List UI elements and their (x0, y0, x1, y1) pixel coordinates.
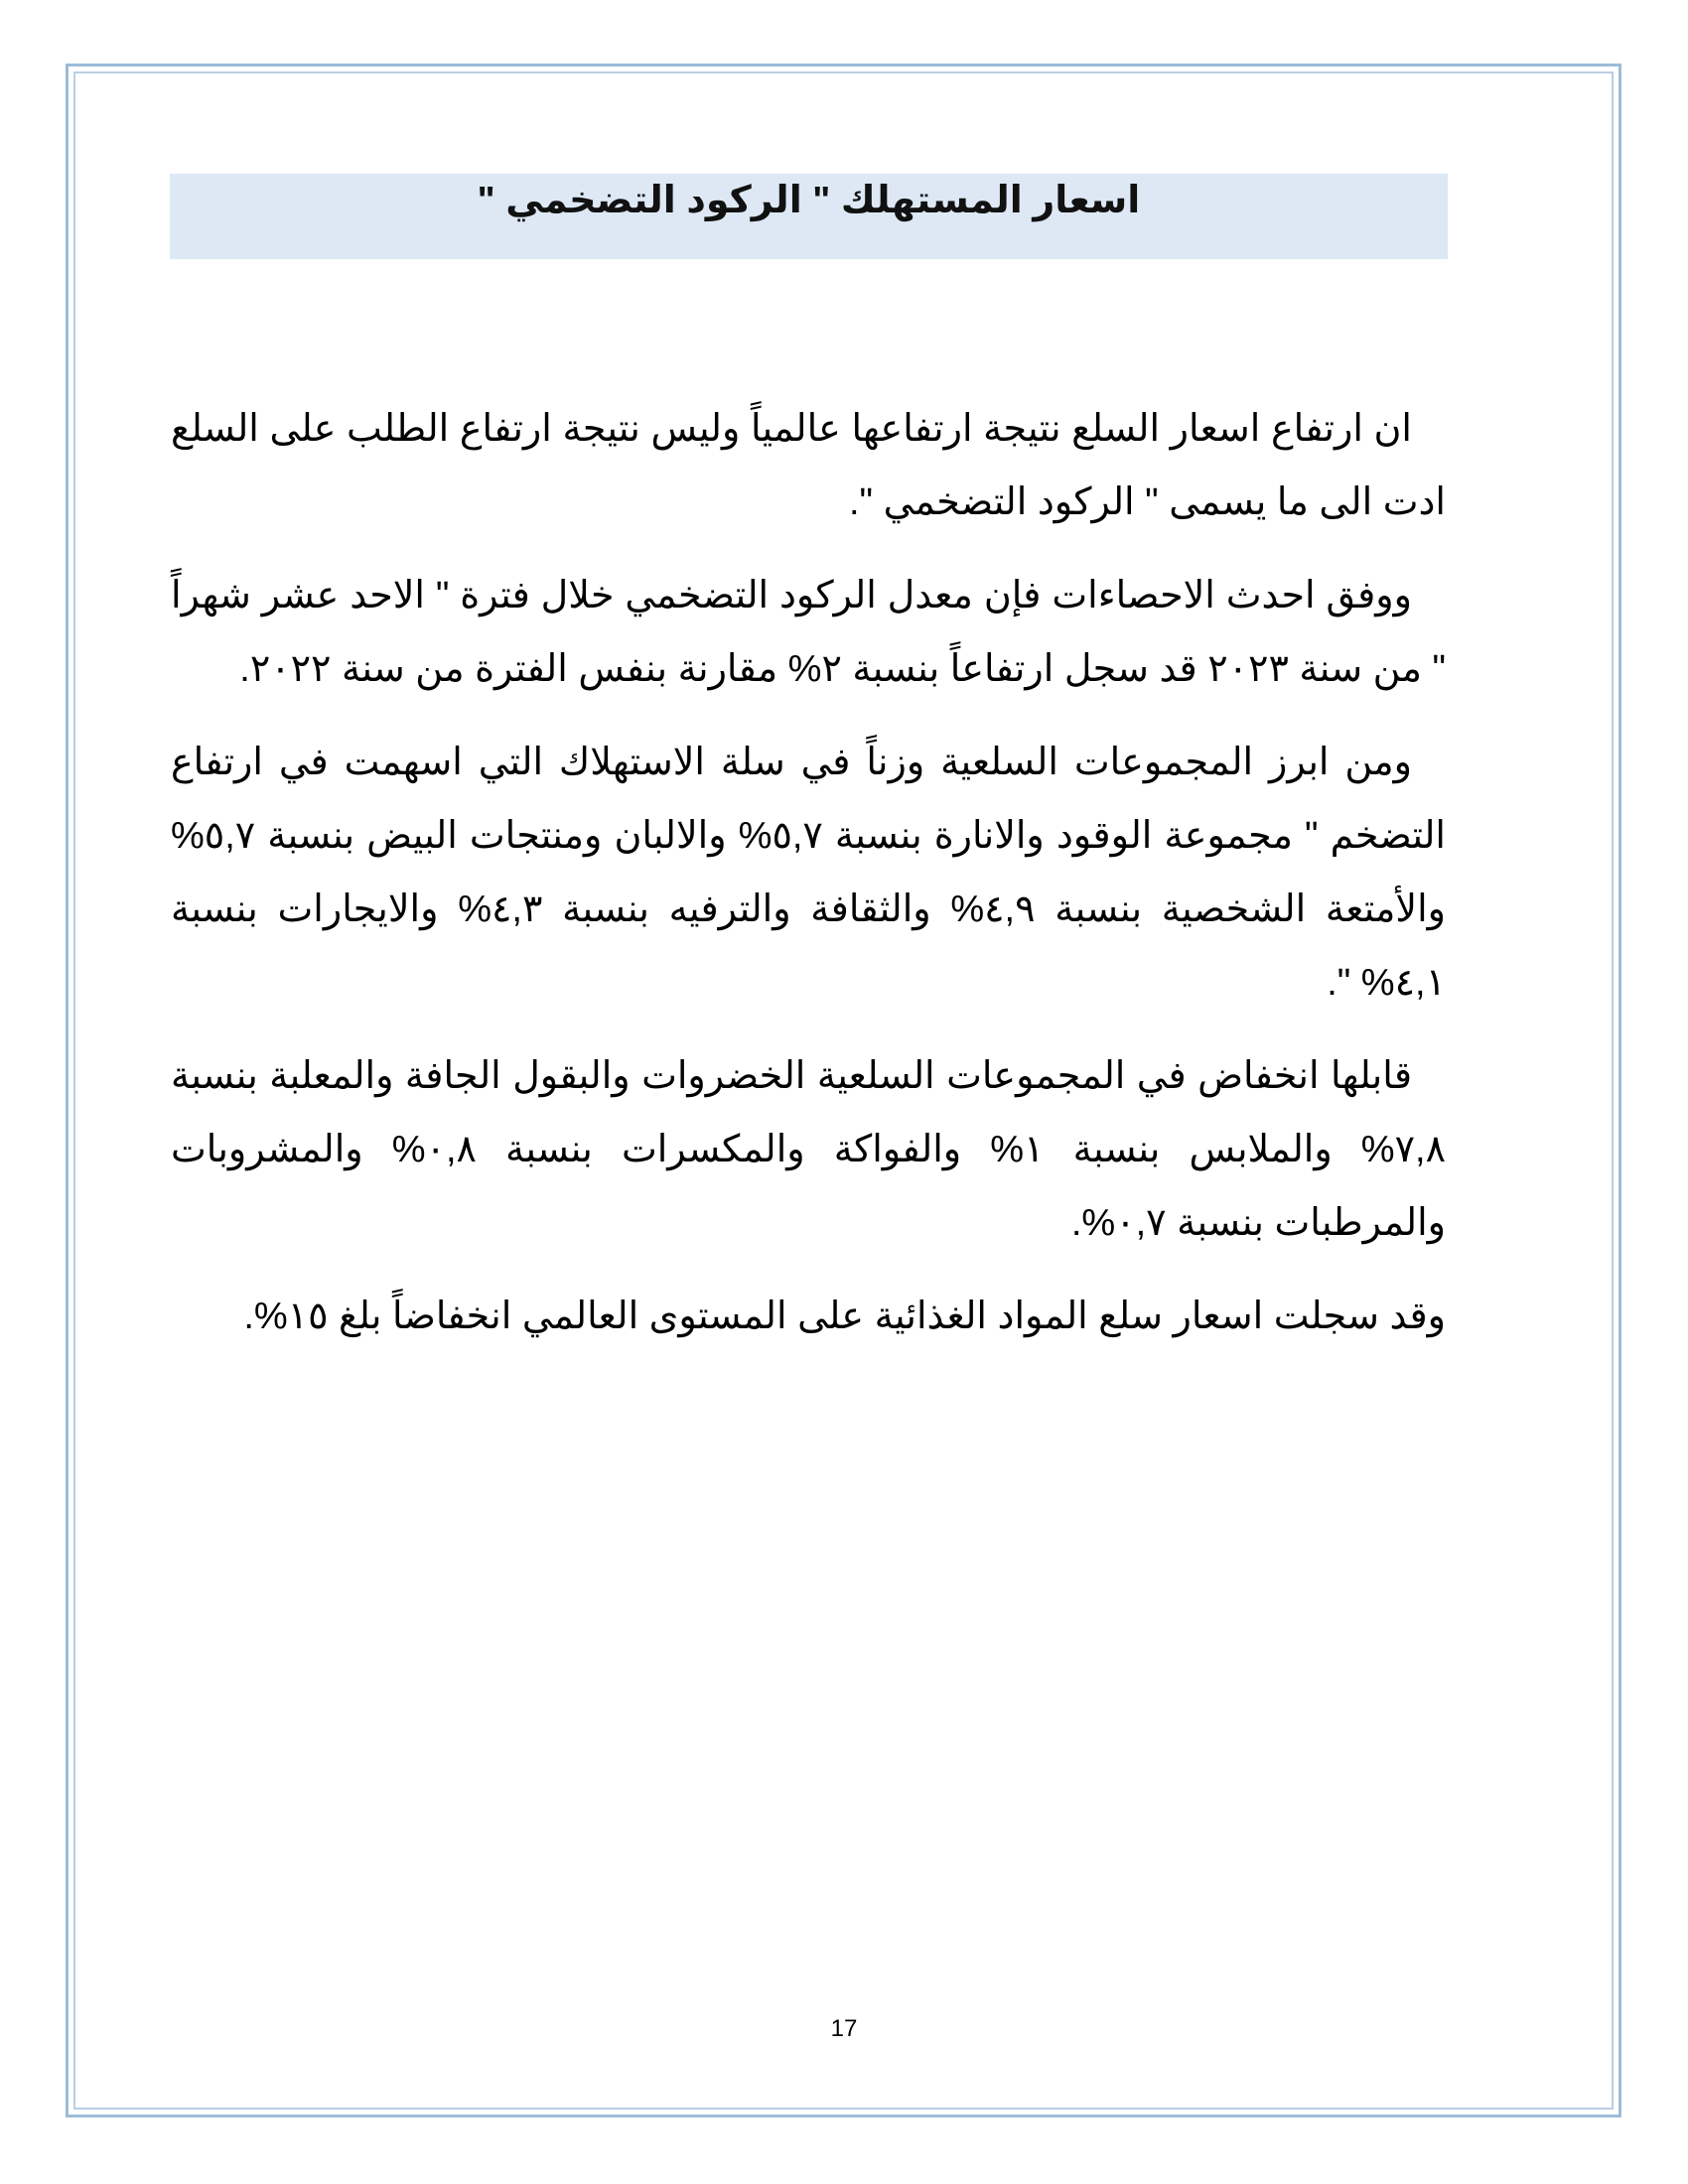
body-text (171, 392, 1446, 1373)
paragraph-4: قابلها انخفاض في المجموعات السلعية الخضروات والبقول الجافة والمعلبة بنسبة ٧,٨% والملابس بنسبة ١% والفواكة والمكسرات بنسبة ٠,٨% والمشروبات والمرطبات بنسبة ٠,٧%. (171, 1055, 1446, 1244)
paragraph-1: ان ارتفاع اسعار السلع نتيجة ارتفاعها عالمياً وليس نتيجة ارتفاع الطلب على السلع ادت الى ما يسمى " الركود التضخمي ". (171, 408, 1446, 523)
paragraph-5: وقد سجلت اسعار سلع المواد الغذائية على المستوى العالمي انخفاضاً بلغ ١٥%. (243, 1296, 1446, 1337)
paragraph-3: ومن ابرز المجموعات السلعية وزناً في سلة الاستهلاك التي اسهمت في ارتفاع التضخم " مجموعة الوقود والانارة بنسبة ٥,٧% والالبان ومنتجات البيض بنسبة ٥,٧% والأمتعة الشخصية بنسبة ٤,٩% والثقافة والترفيه بنسبة ٤,٣% والايجارات بنسبة ٤,١% ". (171, 742, 1446, 1004)
page-title: اسعار المستهلك " الركود التضخمي " (477, 180, 1141, 221)
paragraph-2: ووفق احدث الاحصاءات فإن معدل الركود التضخمي خلال فترة " الاحد عشر شهراً " من سنة ٢٠٢٣ قد سجل ارتفاعاً بنسبة ٢% مقارنة بنفس الفترة من سنة ٢٠٢٢. (171, 575, 1446, 690)
title-band (170, 174, 1448, 259)
page-number: 17 (830, 2015, 858, 2042)
